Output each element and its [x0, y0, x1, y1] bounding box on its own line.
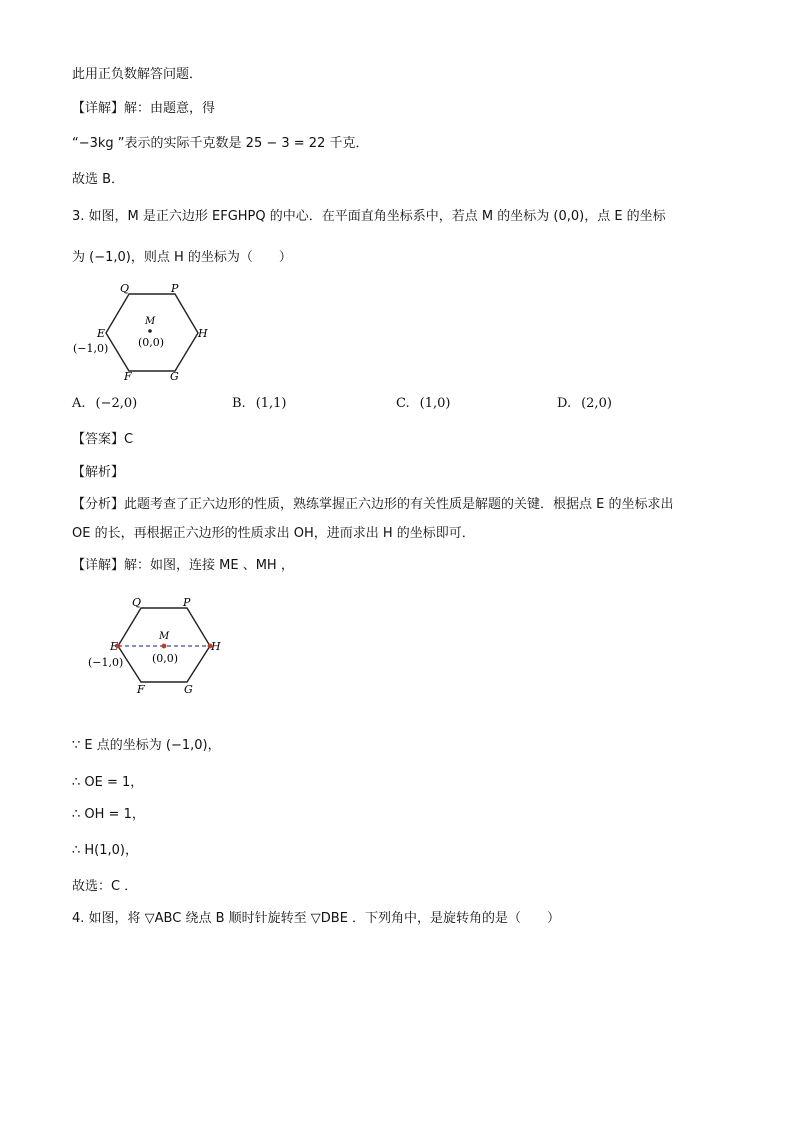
text-line: 【分析】此题考查了正六边形的性质，熟练掌握正六边形的有关性质是解题的关键．根据点 E 的坐标求出 — [72, 497, 674, 512]
label-g: G — [170, 370, 179, 383]
choice-a[interactable] — [72, 395, 137, 413]
text-line: OE 的长，再根据正六边形的性质求出 OH，进而求出 H 的坐标即可． — [72, 526, 475, 541]
choice-letter: D. — [557, 396, 572, 411]
label-p: P — [183, 596, 191, 609]
analysis-heading: 【解析】 — [72, 465, 125, 480]
choice-c[interactable] — [396, 395, 450, 413]
text-line: 此用正负数解答问题． — [72, 67, 203, 82]
choice-value: (1,0) — [419, 396, 451, 411]
text-line: 故选 B． — [72, 172, 125, 187]
choice-d[interactable] — [557, 395, 612, 413]
question-3-text: 3. 如图，M 是正六边形 EFGHPQ 的中心．在平面直角坐标系中，若点 M 的坐标为 (0,0)，点 E 的坐标 — [72, 209, 666, 224]
label-p: P — [171, 282, 179, 295]
text-line: 【详解】解：如图，连接 ME 、MH ， — [72, 558, 294, 573]
label-g: G — [184, 683, 193, 696]
choice-letter: A. — [72, 396, 86, 411]
hexagon-diagram — [72, 278, 222, 388]
label-h: H — [211, 640, 221, 653]
label-m: M — [159, 631, 170, 642]
text-line: ∴ OE = 1， — [72, 775, 144, 790]
text-line: 故选：C ． — [72, 879, 138, 894]
text-line: 【详解】解：由题意，得 — [72, 101, 216, 116]
choice-value: (−2,0) — [95, 396, 138, 411]
label-m-coord: (0,0) — [152, 652, 179, 665]
text-line: ∵ E 点的坐标为 (−1,0)， — [72, 738, 221, 753]
label-m: M — [145, 316, 156, 327]
label-e-coord: (−1,0) — [88, 656, 124, 669]
label-e-coord: (−1,0) — [73, 342, 109, 355]
choice-value: (1,1) — [255, 396, 287, 411]
label-h: H — [198, 327, 208, 340]
center-point — [148, 329, 152, 333]
hexagon-diagram-connected — [84, 592, 234, 697]
label-e: E — [97, 327, 106, 340]
label-e: E — [110, 640, 119, 653]
choice-letter: B. — [232, 396, 246, 411]
question-4-text: 4. 如图，将 ▽ABC 绕点 B 顺时针旋转至 ▽DBE ．下列角中，是旋转角的是（ ） — [72, 911, 561, 926]
label-q: Q — [120, 282, 130, 295]
text-line: ∴ H(1,0)， — [72, 843, 138, 858]
answer-line: 【答案】C — [72, 432, 134, 447]
point-m — [162, 644, 167, 649]
question-3-text: 为 (−1,0)，则点 H 的坐标为（ ） — [72, 250, 292, 265]
choice-b[interactable] — [232, 395, 287, 413]
choice-value: (2,0) — [581, 396, 612, 411]
choice-letter: C. — [396, 396, 410, 411]
label-f: F — [124, 370, 132, 383]
label-q: Q — [132, 596, 142, 609]
text-line: ∴ OH = 1， — [72, 807, 145, 822]
label-m-coord: (0,0) — [138, 336, 165, 349]
hexagon-shape — [106, 294, 198, 371]
label-f: F — [137, 683, 145, 696]
text-line: “−3kg ”表示的实际千克数是 25 − 3 = 22 千克． — [72, 136, 369, 151]
